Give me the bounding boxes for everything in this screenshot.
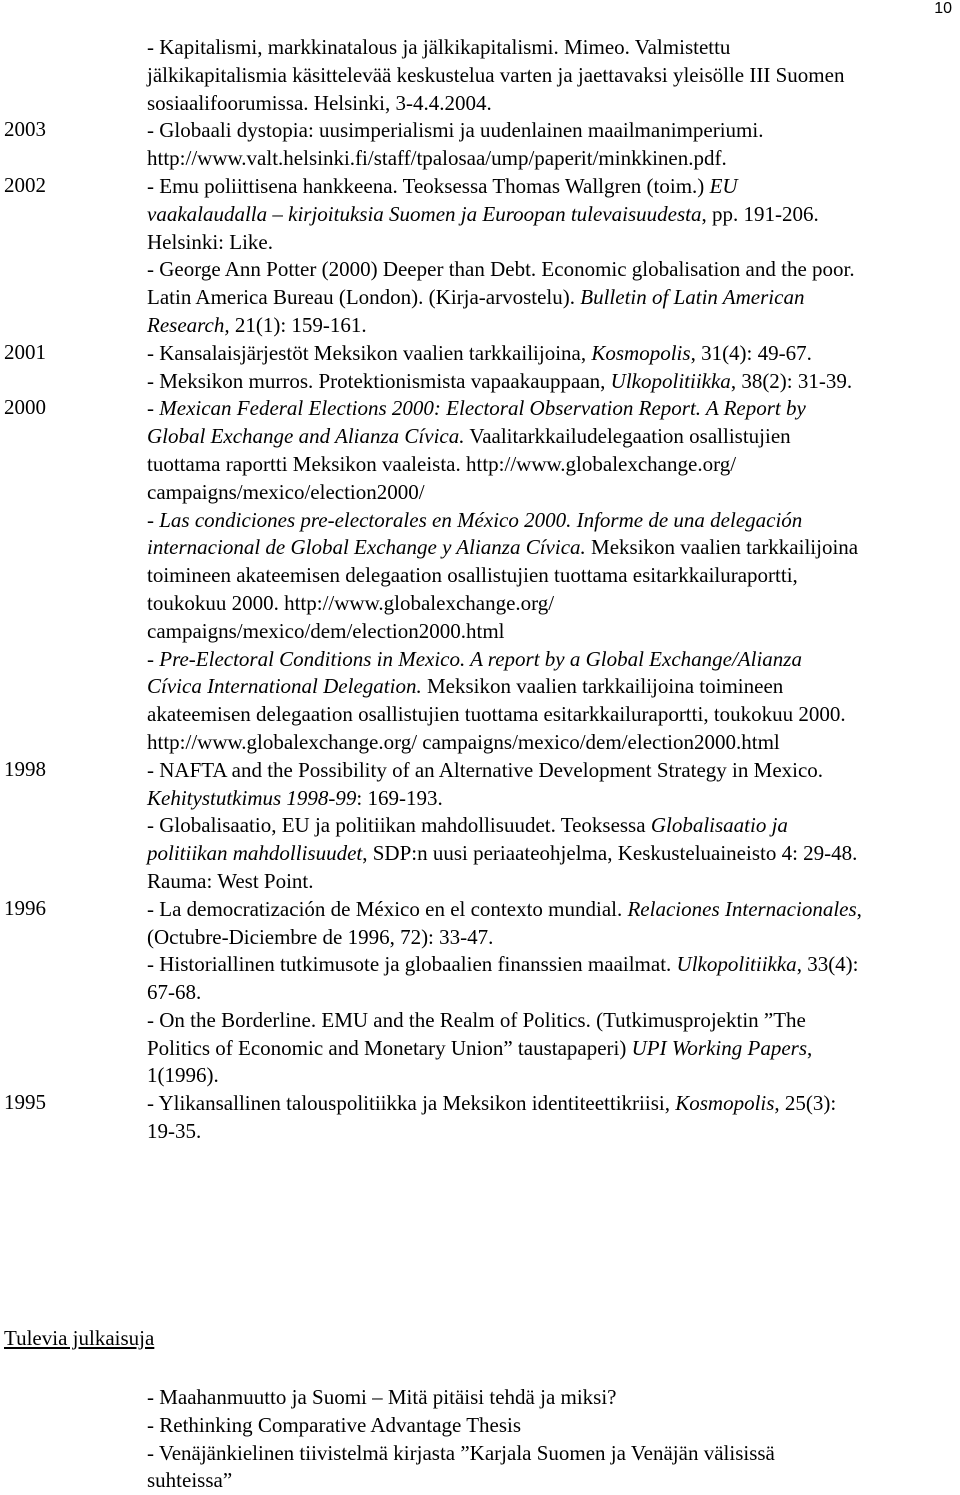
- publication-year: 2003: [4, 117, 46, 142]
- publication-entry: [0, 757, 960, 813]
- publication-entry: [0, 395, 960, 506]
- citation-text: -: [147, 646, 160, 671]
- publication-citation: [147, 757, 862, 813]
- publication-citation: [147, 368, 862, 396]
- citation-text: : 169-193.: [356, 785, 443, 810]
- citation-text: - NAFTA and the Possibility of an Alternative Development Strategy in Mexico.: [147, 757, 824, 782]
- publication-entry: [0, 951, 960, 1007]
- citation-italic-text: Las condiciones pre-electorales en México 2000. Informe de una delegación internacional de Global Exchange y Alianza Cívica.: [147, 507, 803, 560]
- citation-italic-text: Ulkopolitiikka: [676, 952, 797, 977]
- publication-entry: [0, 117, 960, 173]
- publication-year: 2002: [4, 172, 46, 197]
- citation-text: - La democratización de México en el contexto mundial.: [147, 896, 628, 921]
- publication-citation: [147, 812, 862, 895]
- page-number: 10: [934, 0, 952, 17]
- citation-text: , (Octubre-Diciembre de 1996, 72): 33-47.: [147, 896, 862, 949]
- publication-citation: [147, 896, 862, 952]
- citation-text: - Historiallinen tutkimusote ja globaalien finanssien maailmat.: [147, 952, 677, 977]
- upcoming-heading: Tulevia julkaisuja: [4, 1326, 155, 1350]
- publication-citation: [147, 340, 862, 368]
- publication-list: [0, 34, 960, 1146]
- citation-text: - On the Borderline. EMU and the Realm of Politics. (Tutkimusprojektin ”The Politics of Economic and Monetary Union” taustapaperi): [147, 1007, 806, 1060]
- citation-italic-text: Ulkopolitiikka: [610, 368, 731, 393]
- publication-year: 1996: [4, 895, 46, 920]
- publication-entry: [0, 812, 960, 895]
- citation-text: Meksikon vaalien tarkkailijoina toimineen akateemisen delegaation osallistujien tuottama esitarkkailuraportti, toukokuu 2000. http://www.globalexchange.org/ campaigns/mexico/dem/election2000.html: [147, 674, 846, 754]
- citation-text: 21(1): 159-161.: [229, 312, 367, 337]
- upcoming-item: - Venäjänkielinen tiivistelmä kirjasta ”Karjala Suomen ja Venäjän välisissä suhteissa”: [147, 1440, 775, 1493]
- citation-text: , pp. 191-206. Helsinki: Like.: [147, 201, 819, 254]
- publication-citation: [147, 951, 862, 1007]
- publication-entry: [0, 896, 960, 952]
- publication-entry: [0, 368, 960, 396]
- citation-text: - Emu poliittisena hankkeena. Teoksessa Thomas Wallgren (toim.): [147, 173, 710, 198]
- upcoming-item: - Rethinking Comparative Advantage Thesis: [147, 1412, 522, 1437]
- publication-entry: [0, 646, 960, 757]
- citation-text: , 31(4): 49-67.: [690, 340, 812, 365]
- citation-italic-text: Mexican Federal Elections 2000: Electoral Observation Report. A Report by Global Exchange and Alianza Cívica.: [147, 396, 806, 449]
- publication-entry: [0, 173, 960, 256]
- publication-citation: [147, 34, 862, 117]
- citation-text: , 1(1996).: [147, 1035, 813, 1088]
- citation-text: Meksikon vaalien tarkkailijoina toimineen akateemisen delegaation osallistujien tuottama esitarkkailuraportti, toukokuu 2000. http://www.globalexchange.org/ campaigns/mexico/dem/election2000.html: [147, 535, 859, 643]
- publication-entry: [0, 1090, 960, 1146]
- publication-citation: [147, 256, 862, 339]
- publication-citation: [147, 1007, 862, 1090]
- citation-text: -: [147, 507, 160, 532]
- citation-italic-text: Kosmopolis: [675, 1091, 775, 1116]
- citation-text: -: [147, 396, 160, 421]
- publication-citation: [147, 1090, 862, 1146]
- citation-italic-text: Globalisaatio ja politiikan mahdollisuudet: [147, 813, 788, 866]
- publication-year: 1998: [4, 756, 46, 781]
- publication-citation: [147, 173, 862, 256]
- citation-text: , SDP:n uusi periaateohjelma, Keskusteluaineisto 4: 29-48. Rauma: West Point.: [147, 841, 858, 893]
- citation-italic-text: Bulletin of Latin American Research,: [147, 285, 805, 337]
- citation-text: - Globalisaatio, EU ja politiikan mahdollisuudet. Teoksessa: [147, 813, 651, 838]
- publication-entry: [0, 256, 960, 339]
- publication-citation: [147, 507, 862, 646]
- citation-text: - Ylikansallinen talouspolitiikka ja Meksikon identiteettikriisi,: [147, 1091, 676, 1116]
- upcoming-item: - Maahanmuutto ja Suomi – Mitä pitäisi tehdä ja miksi?: [147, 1385, 617, 1409]
- publication-entry: [0, 340, 960, 368]
- publication-year: 1995: [4, 1090, 46, 1115]
- citation-italic-text: Kosmopolis: [591, 340, 691, 365]
- publication-year: 2001: [4, 339, 46, 364]
- citation-text: Vaalitarkkailudelegaation osallistujien tuottama raportti Meksikon vaaleista. http://www.globalexchange.org/ campaigns/mexico/election2000/: [147, 424, 791, 504]
- citation-text: , 38(2): 31-39.: [730, 368, 853, 393]
- publication-entry: [0, 34, 960, 117]
- citation-text: - Meksikon murros. Protektionismista vapaakauppaan,: [147, 368, 611, 393]
- upcoming-list: [147, 1384, 862, 1495]
- citation-italic-text: Pre-Electoral Conditions in Mexico. A report by a Global Exchange/Alianza Cívica International Delegation.: [147, 646, 802, 699]
- publication-year: 2000: [4, 395, 46, 420]
- citation-italic-text: Relaciones Internacionales: [627, 896, 857, 921]
- publication-entry: [0, 507, 960, 646]
- publication-citation: [147, 117, 862, 173]
- publication-citation: [147, 646, 862, 757]
- citation-text: , 25(3): 19-35.: [147, 1091, 837, 1144]
- publication-entry: [0, 1007, 960, 1090]
- citation-text: - Globaali dystopia: uusimperialismi ja uudenlainen maailmanimperiumi. http://www.valt.helsinki.fi/staff/tpalosaa/ump/paperit/minkkinen.pdf.: [147, 118, 764, 171]
- citation-text: - Kansalaisjärjestöt Meksikon vaalien tarkkailijoina,: [147, 340, 592, 365]
- citation-italic-text: EU vaakalaudalla – kirjoituksia Suomen ja Euroopan tulevaisuudesta: [147, 173, 738, 226]
- citation-italic-text: UPI Working Papers: [631, 1035, 807, 1060]
- citation-text: - George Ann Potter (2000) Deeper than Debt. Economic globalisation and the poor. Latin America Bureau (London). (Kirja-arvostelu).: [147, 257, 855, 310]
- citation-italic-text: Kehitystutkimus 1998-99: [147, 785, 357, 810]
- citation-text: , 33(4): 67-68.: [147, 952, 859, 1005]
- publication-citation: [147, 395, 862, 506]
- citation-text: - Kapitalismi, markkinatalous ja jälkikapitalismi. Mimeo. Valmistettu jälkikapitalismia käsittelevää keskustelua varten ja jaettavaksi yleisölle III Suomen sosiaalifoorumissa. Helsinki, 3-4.4.2004.: [147, 35, 845, 115]
